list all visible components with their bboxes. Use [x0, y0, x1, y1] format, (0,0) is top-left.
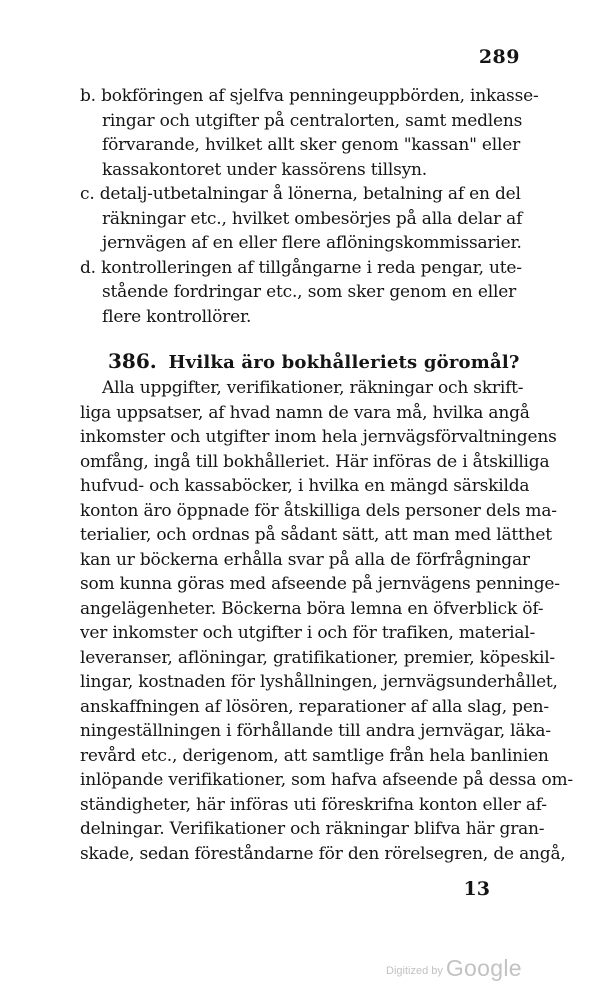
body-line: som kunna göras med afseende på jernvägens penninge- [80, 574, 560, 594]
body-line: delningar. Verifikationer och räkningar blifva här gran- [80, 819, 545, 839]
body-line: kan ur böckerna erhålla svar på alla de förfrågningar [80, 549, 530, 570]
body-line: lingar, kostnaden för lyshållningen, jernvägsunderhållet, [80, 672, 558, 692]
body-line: skade, sedan föreståndarne för den rörelsegren, de angå, [80, 843, 566, 864]
list-line: stående fordringar etc., som sker genom en eller [102, 282, 516, 302]
list-line: flere kontrollörer. [102, 306, 252, 327]
section-body [80, 376, 573, 866]
list-line: räkningar etc., hvilket ombesörjes på alla delar af [102, 208, 523, 229]
body-line: liga uppsatser, af hvad namn de vara må, hvilka angå [80, 402, 530, 423]
body-line: inkomster och utgifter inom hela jernvägsförvaltningens [80, 427, 557, 447]
body-line: revård etc., derigenom, att samtlige från hela banlinien [80, 745, 549, 766]
body-line: leveranser, aflöningar, gratifikationer, premier, köpeskil- [80, 647, 555, 668]
body-line: omfång, ingå till bokhålleriet. Här införas de i åtskilliga [80, 451, 550, 472]
body-line: ningeställningen i förhållande till andra jernvägar, läka- [80, 721, 551, 741]
printer-signature-mark: 13 [463, 878, 490, 900]
list-line: c. detalj-utbetalningar å lönerna, betalning af en del [80, 184, 521, 204]
list-line: b. bokföringen af sjelfva penningeuppbörden, inkasse- [80, 86, 539, 106]
body-line: anskaffningen af lösören, reparationer af alla slag, pen- [80, 696, 549, 717]
page-number: 289 [478, 46, 520, 68]
watermark-brand: Google [445, 955, 522, 981]
body-line: hufvud- och kassaböcker, i hvilka en mängd särskilda [80, 476, 530, 496]
digitization-watermark [386, 955, 536, 982]
body-line: ver inkomster och utgifter i och för trafiken, material- [80, 623, 536, 643]
body-line: angelägenheter. Böckerna böra lemna en öfverblick öf- [80, 598, 544, 619]
list-line: kassakontoret under kassörens tillsyn. [102, 159, 427, 180]
enumerated-list [80, 84, 539, 329]
body-line: terialier, och ordnas på sådant sätt, att man med lätthet [80, 525, 552, 545]
list-line: d. kontrolleringen af tillgångarne i reda pengar, ute- [80, 257, 522, 278]
body-line: konton äro öppnade för åtskilliga dels personer dels ma- [80, 500, 557, 521]
body-line: ständigheter, här införas uti föreskrifna konton eller af- [80, 794, 547, 815]
list-line: ringar och utgifter på centralorten, samt medlens [102, 110, 523, 131]
section-title: Hvilka äro bokhålleriets göromål? [168, 352, 520, 373]
body-line: inlöpande verifikationer, som hafva afseende på dessa om- [80, 770, 573, 790]
section-heading [108, 348, 528, 376]
watermark-prefix: Digitized by [386, 965, 443, 977]
body-line: Alla uppgifter, verifikationer, räkningar och skrift- [102, 378, 524, 398]
section-number: 386. [108, 349, 157, 373]
list-line: förvarande, hvilket allt sker genom "kassan" eller [102, 135, 521, 155]
list-line: jernvägen af en eller flere aflöningskommissarier. [102, 233, 522, 253]
